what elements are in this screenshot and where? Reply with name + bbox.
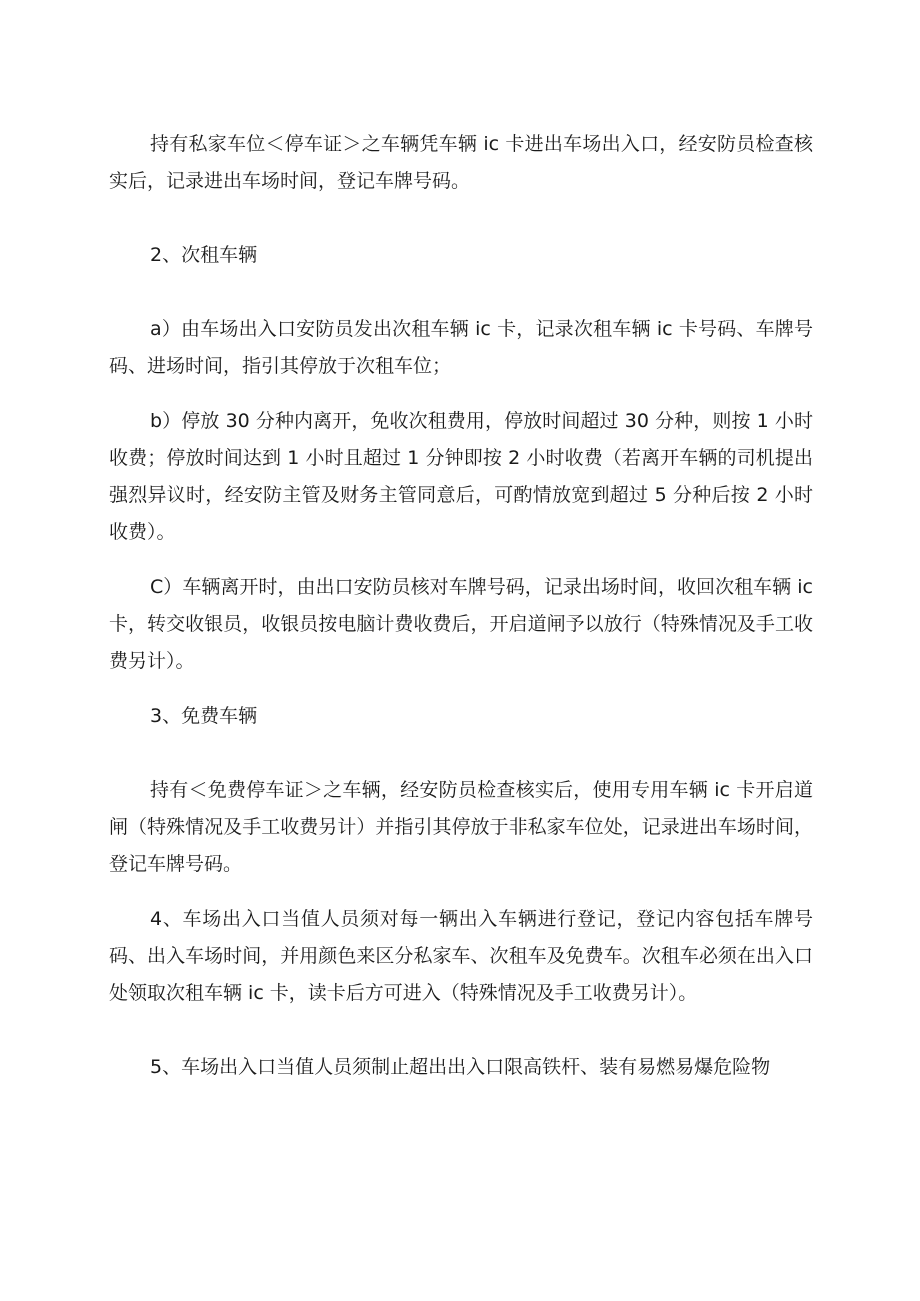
document-body [109, 126, 813, 1086]
heading-free-vehicle: 3、免费车辆 [150, 705, 258, 727]
paragraph-temporary-c: C）车辆离开时，由出口安防员核对车牌号码，记录出场时间，收回次租车辆 ic 卡，转交收银员，收银员按电脑计费收费后，开启道闸予以放行（特殊情况及手工收费另计）。 [109, 576, 813, 672]
paragraph-item-5: 5、车场出入口当值人员须制止超出出入口限高铁杆、装有易燃易爆危险物 [150, 1056, 771, 1078]
heading-temporary-vehicle: 2、次租车辆 [150, 244, 258, 266]
paragraph-item-4: 4、车场出入口当值人员须对每一辆出入车辆进行登记，登记内容包括车牌号码、出入车场时间，并用颜色来区分私家车、次租车及免费车。次租车必须在出入口处领取次租车辆 ic 卡，读卡后方可进入（特殊情况及手工收费另计）。 [109, 908, 813, 1004]
paragraph-free-vehicle: 持有＜免费停车证＞之车辆，经安防员检查核实后，使用专用车辆 ic 卡开启道闸（特殊情况及手工收费另计）并指引其停放于非私家车位处，记录进出车场时间，登记车牌号码。 [109, 779, 813, 875]
paragraph-temporary-a: a）由车场出入口安防员发出次租车辆 ic 卡，记录次租车辆 ic 卡号码、车牌号码、进场时间，指引其停放于次租车位； [109, 318, 813, 377]
paragraph-private-vehicle: 持有私家车位＜停车证＞之车辆凭车辆 ic 卡进出车场出入口，经安防员检查核实后，记录进出车场时间，登记车牌号码。 [109, 133, 813, 192]
paragraph-temporary-b: b）停放 30 分种内离开，免收次租费用，停放时间超过 30 分种，则按 1 小时收费；停放时间达到 1 小时且超过 1 分钟即按 2 小时收费（若离开车辆的司机提出强烈异议时，经安防主管及财务主管同意后，可酌情放宽到超过 5 分种后按 2 小时收费）。 [109, 410, 813, 543]
